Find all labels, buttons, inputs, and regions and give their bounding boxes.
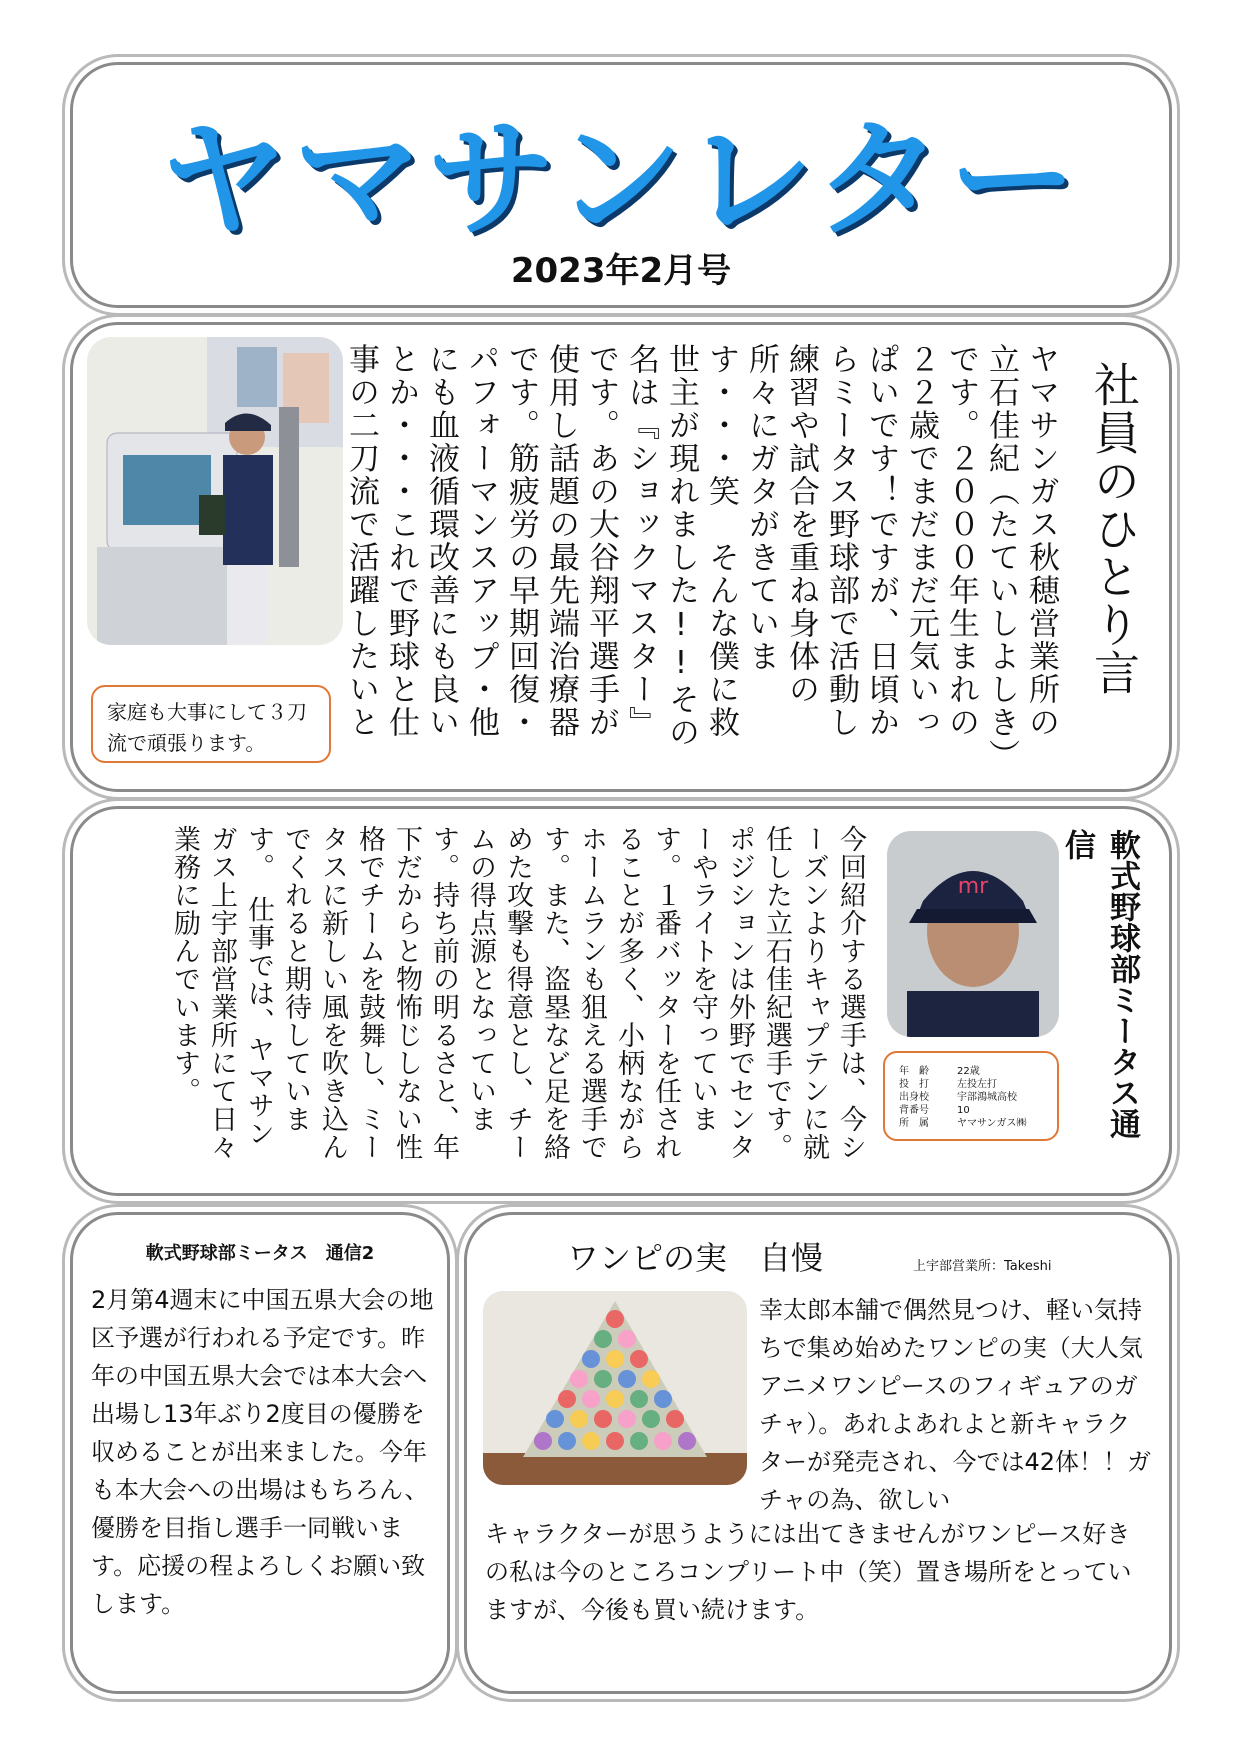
employee-column-section bbox=[70, 322, 1172, 792]
section-body: ヤマサンガス秋穂営業所の立石佳紀（たていしよしき）です。２０００年生まれの２２歳でまだまだ元気いっぱいです！ですが、日頃からミータス野球部で活動し練習や試合を重ね身体の所々にガタがきています・・・笑 そんな僕に救世主が現れました!!その名は『ショックマスター』です。あの大谷翔平選手が使用し話題の最先端治療器です。筋疲労の早期回復・パフォーマンスアップ・他にも血液循環改善にも良いとか・・・これで野球と仕事の二刀流で活躍したいと bbox=[343, 343, 1059, 757]
section-body-continued: キャラクターが思うようには出てきませんがワンピース好きの私は今のところコンプリート中（笑）置き場所をとっていますが、今後も買い続けます。 bbox=[485, 1520, 1132, 1624]
figure-collection-photo bbox=[483, 1291, 747, 1485]
profile-row: 所 属 ヤマサンガス㈱ bbox=[899, 1118, 1027, 1129]
profile-row: 年 齢 22歳 bbox=[899, 1066, 980, 1077]
profile-row: 投 打 左投左打 bbox=[899, 1079, 997, 1090]
section-title: 軟式野球部ミータス 通信2 bbox=[145, 1243, 375, 1264]
section-body: 2月第4週末に中国五県大会の地区予選が行われる予定です。昨年の中国五県大会では本大会へ出場し13年ぶり2度目の優勝を収めることが出来ました。今年も本大会への出場はもちろん、優勝を目指し選手一同戦います。応援の程よろしくお願い致します。 bbox=[91, 1286, 434, 1618]
player-photo bbox=[887, 831, 1059, 1037]
employee-photo bbox=[87, 337, 343, 645]
player-profile bbox=[883, 1051, 1059, 1141]
section-body: 幸太郎本舗で偶然見つけ、軽い気持ちで集め始めたワンピの実（大人気アニメワンピースのフィギュアのガチャ）。あれよあれよと新キャラクターが発売され、今では42体！！ガチャの為、欲しい bbox=[759, 1296, 1151, 1514]
photo-caption: 家庭も大事にして３刀流で頑張ります。 bbox=[91, 685, 331, 763]
section-title: ワンピの実 自慢 bbox=[567, 1239, 824, 1277]
onepiece-collection-section bbox=[464, 1212, 1172, 1694]
section-title: 軟式野球部ミータス通信 bbox=[1059, 829, 1140, 1139]
profile-row: 出身校 宇部鴻城高校 bbox=[899, 1092, 1017, 1103]
profile-row: 背番号 10 bbox=[899, 1105, 970, 1116]
newsletter-title: ヤマサンレター bbox=[159, 106, 1083, 255]
cap-logo: mr bbox=[957, 874, 989, 899]
section-title: 社員のひとり言 bbox=[1087, 361, 1141, 697]
section-body: 今回紹介する選手は、今シーズンよりキャプテンに就任した立石佳紀選手です。ポジションは外野でセンターやライトを守っています。１番バッターを任されることが多く、小柄ながらホームランも狙える選手です。また、盗塁など足を絡めた攻撃も得意とし、チームの得点源となっています。持ち前の明るさと、年下だからと物怖じしない性格でチームを鼓舞し、ミータスに新しい風を吹き込んでくれると期待しています。 仕事では、ヤマサンガス上宇部営業所にて日々業務に励んでいます。 bbox=[169, 825, 866, 1161]
baseball-club-section bbox=[70, 806, 1172, 1196]
baseball-club-news-section bbox=[70, 1212, 450, 1694]
masthead-frame bbox=[70, 62, 1172, 308]
issue-date: 2023年2月号 bbox=[510, 251, 732, 291]
author-byline: 上宇部営業所：Takeshi bbox=[913, 1259, 1052, 1274]
